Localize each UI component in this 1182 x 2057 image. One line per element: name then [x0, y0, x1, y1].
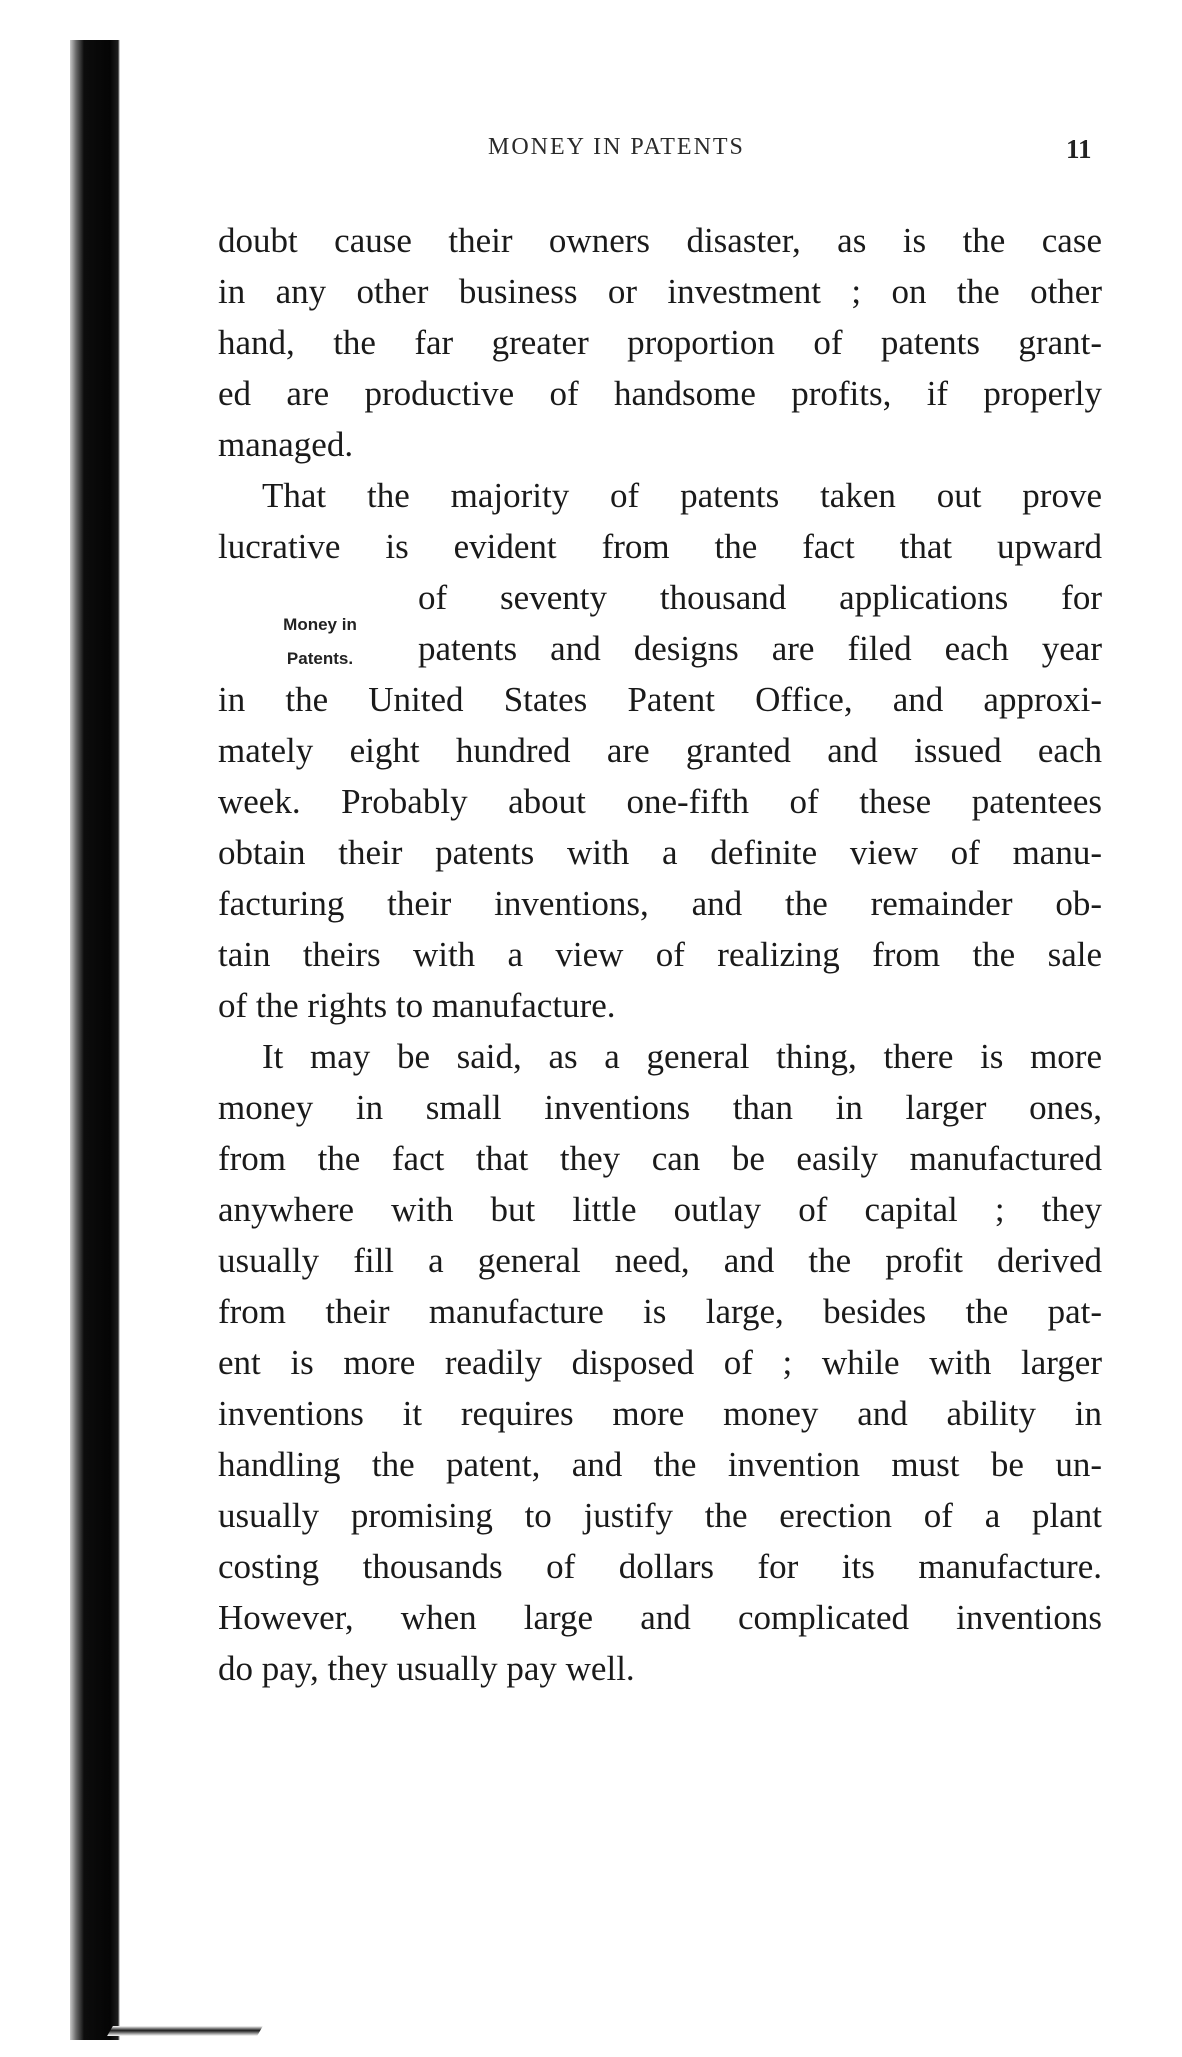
text-line: anywhere with but little outlay of capital ; they — [218, 1190, 1102, 1229]
text-line: tain theirs with a view of realizing from the sale — [218, 935, 1102, 974]
text-line: That the majority of patents taken out prove — [262, 476, 1102, 515]
page-header — [0, 134, 1182, 174]
text-line: inventions it requires more money and ability in — [218, 1394, 1102, 1433]
text-line: of seventy thousand applications for — [418, 578, 1102, 617]
text-line: ent is more readily disposed of ; while with larger — [218, 1343, 1102, 1382]
text-line: from their manufacture is large, besides the pat- — [218, 1292, 1102, 1331]
text-line: managed. — [218, 425, 354, 464]
text-line: money in small inventions than in larger ones, — [218, 1088, 1102, 1127]
running-title: MONEY IN PATENTS — [488, 134, 745, 160]
book-spine-shadow — [70, 40, 120, 2040]
text-line: usually fill a general need, and the profit derived — [218, 1241, 1102, 1280]
text-line: patents and designs are filed each year — [418, 629, 1102, 668]
text-line: from the fact that they can be easily manufactured — [218, 1139, 1102, 1178]
text-line: facturing their inventions, and the remainder ob- — [218, 884, 1102, 923]
paragraph — [218, 215, 1102, 470]
text-line: in any other business or investment ; on the other — [218, 272, 1102, 311]
text-line: week. Probably about one-fifth of these patentees — [218, 782, 1102, 821]
text-line: hand, the far greater proportion of patents grant- — [218, 323, 1102, 362]
paragraph — [218, 1031, 1102, 1694]
text-line: do pay, they usually pay well. — [218, 1649, 635, 1688]
margin-note-line: Money in — [283, 615, 357, 634]
paragraph — [218, 470, 1102, 1031]
text-line: lucrative is evident from the fact that upward — [218, 527, 1102, 566]
text-line: of the rights to manufacture. — [218, 986, 616, 1025]
text-line: in the United States Patent Office, and approxi- — [218, 680, 1102, 719]
text-line: doubt cause their owners disaster, as is the case — [218, 221, 1102, 260]
text-line: usually promising to justify the erection of a plant — [218, 1496, 1102, 1535]
text-line: However, when large and complicated inventions — [218, 1598, 1102, 1637]
margin-note-line: Patents. — [286, 649, 354, 668]
text-line: costing thousands of dollars for its manufacture. — [218, 1547, 1102, 1586]
book-spine-foot — [107, 2026, 263, 2036]
text-line: mately eight hundred are granted and issued each — [218, 731, 1102, 770]
text-line: handling the patent, and the invention must be un- — [218, 1445, 1102, 1484]
text-line: obtain their patents with a definite view of manu- — [218, 833, 1102, 872]
text-line: ed are productive of handsome profits, if properly — [218, 374, 1102, 413]
text-line: It may be said, as a general thing, there is more — [262, 1037, 1102, 1076]
page-number: 11 — [1066, 134, 1092, 164]
body-text — [218, 215, 1102, 1694]
